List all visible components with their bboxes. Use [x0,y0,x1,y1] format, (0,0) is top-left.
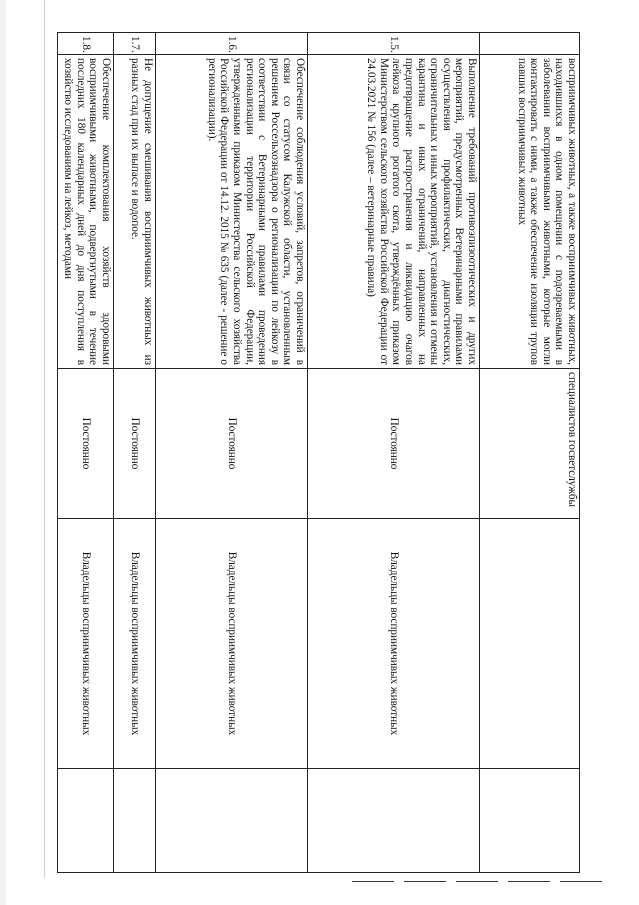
table-row [156,33,308,873]
bottom-dash [404,881,446,882]
scan-edge [0,0,6,905]
table-row [480,33,580,873]
responsible-cell: Владельцы восприимчивых животных [114,519,156,769]
bottom-dash [352,881,394,882]
note-cell [480,769,580,873]
row-number [480,33,580,55]
measure-description: Обеспечение комплектования хозяйств здоровыми восприимчивыми животными, подвергнутыми в течение последних 180 календарных дней до дня поступления в хозяйство исследованиям на лейкоз, методами [58,55,114,369]
measure-description: Не допущение смешивания восприимчивых животных из разных стад при их выпасе и водопое. [114,55,156,369]
responsible-cell: Владельцы восприимчивых животных [308,519,480,769]
period-cell: Постоянно [156,369,308,519]
bottom-dash [456,881,498,882]
note-cell [58,769,114,873]
period-cell: специалистов госветслужбы [480,369,580,519]
measure-description: Обеспечение соблюдения условий, запретов, ограничений в связи со статусом Калужской области, установленным решением Россельхознадзора о регионализации по лейкозу в соответствии с Ветеринарными правилами проведения регионализации территории Российской Федерации, утвержденными приказом Министерства сельского хозяйства Российской Федерации от 14.12. 2015 № 635 (далее - решение о регионализации). [156,55,308,369]
rotated-page [55,32,580,872]
period-cell: Постоянно [308,369,480,519]
row-number: 1.6. [156,33,308,55]
bottom-dash [508,881,550,882]
row-number: 1.5. [308,33,480,55]
page-margin-line [44,0,45,878]
table-row [58,33,114,873]
responsible-cell: Владельцы восприимчивых животных [58,519,114,769]
note-cell [114,769,156,873]
measures-table [57,32,580,873]
row-number: 1.7. [114,33,156,55]
responsible-cell: Владельцы восприимчивых животных [156,519,308,769]
bottom-dash [560,881,602,882]
note-cell [156,769,308,873]
period-cell: Постоянно [114,369,156,519]
table-row [308,33,480,873]
note-cell [308,769,480,873]
measure-description: Выполнение требований противоэпизоотических и других мероприятий, предусмотренных Ветеринарными правилами осуществления профилактических, диагностических, ограничительных и иных мероприятий, установления и отмены карантина и иных ограничений, направленных на предотвращение распространения и ликвидацию очагов лейкоза крупного рогатого скота, утверждённых приказом Министерством сельского хозяйства Российской Федерации от 24.03.2021 № 156 (далее – ветеринарные правила) [308,55,480,369]
responsible-cell [480,519,580,769]
period-cell: Постоянно [58,369,114,519]
row-number: 1.8. [58,33,114,55]
table-row [114,33,156,873]
measure-description: восприимчивых животных, а также восприимчивых животных, находившихся в одном помещении с подозреваемыми в заболевании восприимчивыми животными, которые могли контактировать с ними, а также обеспечение изоляции трупов павших восприимчивых животных [480,55,580,369]
